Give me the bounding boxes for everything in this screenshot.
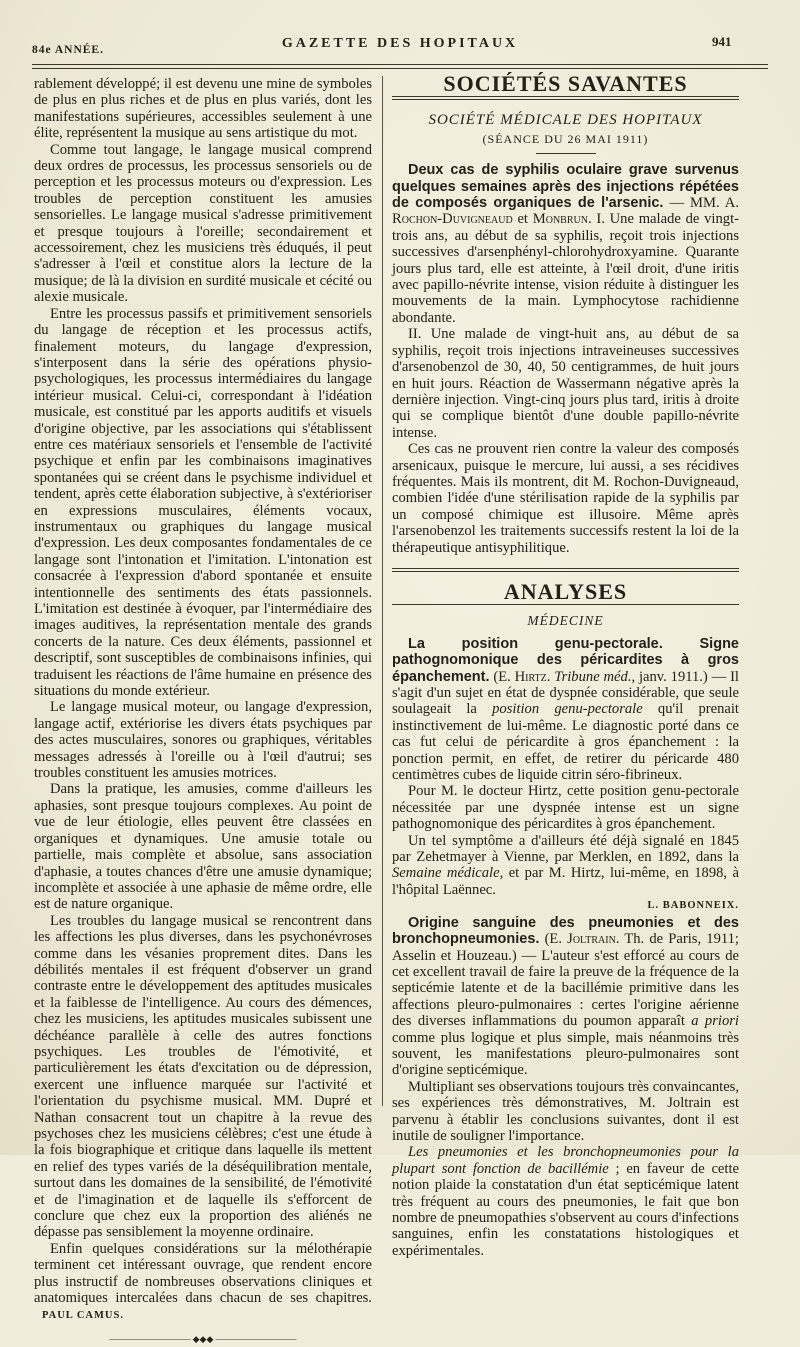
society-title: SOCIÉTÉ MÉDICALE DES HOPITAUX <box>428 112 703 129</box>
paragraph: Ces cas ne prouvent rien contre la valeur des composés arsenicaux, puisque le mercure, lui aussi, a ses récidives fréquentes. Mais ils montrent, dit M. Rochon-Duvigneaud, combien l'idée d'une stérilisation rapide de la syphilis par un composé chimique est illusoire. Même après l'arsenobenzol les traitements successifs restent la loi de la thérapeutique antisyphilitique. <box>392 441 739 556</box>
reference-prefix: (E. <box>489 668 515 685</box>
article-body: comme plus logique et plus simple, mais néanmoins très souvent, les manifestations pleuro-pulmonaires sont d'origine septicémique. <box>392 1029 739 1079</box>
term: a priori <box>691 1013 739 1030</box>
authors-connector: et <box>512 211 533 228</box>
paragraph-final <box>34 1241 372 1325</box>
paragraph: Multipliant ses observations toujours très convaincantes, ses expériences très démonstratives, M. Joltrain est parvenu à établir les conclusions suivantes, dont il est inutile de souligner l'importance. <box>392 1078 739 1144</box>
left-column <box>34 76 372 1344</box>
article-title: La position genu-pectorale. Signe pathognomonique des péricardites à gros épanchement. <box>392 635 739 685</box>
author-signature: L. BABONNEIX. <box>647 900 739 912</box>
authors-prefix: — MM. A. <box>663 195 739 212</box>
header-rule-secondary <box>32 68 768 69</box>
journal-name: Semaine médicale <box>392 865 500 882</box>
year-label: 84e ANNÉE. <box>32 44 104 56</box>
session-date: (SÉANCE DU 26 MAI 1911) <box>482 131 649 146</box>
paragraph-text: , et par M. Hirtz, lui-même, en 1898, à l'hôpital Laënnec. <box>392 865 739 898</box>
short-rule <box>536 153 596 154</box>
paragraph <box>392 833 739 899</box>
header-rule <box>32 64 768 65</box>
paragraph: Comme tout langage, le langage musical comprend deux ordres de processus, les processus sensoriels ou de perception et les processus moteurs ou d'expression. Les troubles de perception constituent les amusies sensorielles. Le langage musical s'adresse primitivement et presque toujours à l'oreille; secondairement et accessoirement, chez les musiciens très éduqués, il peut s'adresser à l'œil et constitue alors la lecture de la musique; de là la division en surdité musicale et cécité ou alexie musicale. <box>34 141 372 306</box>
article-genu-pectorale: La position genu-pectorale. Signe pathognomonique des péricardites à gros épanchement. (E. Hirtz. Tribune méd., janv. 1911.) — Il s'agit d'un sujet en état de dyspnée considérable, que seule soulageait la position genu-pectorale qu'il prenait instinctivement de lui-même. Le diagnostic porté dans ce cas fut celui de péricardite à gros épanchement : la ponction permit, en effet, de retirer du péricarde 480 centimètres cubes de liquide citrin séro-fibrineux. <box>392 635 739 784</box>
paragraph-text: Un tel symptôme a d'ailleurs été déjà signalé en 1845 par Zehetmayer à Vienne, par Merklen, en 1892, dans la <box>392 832 739 866</box>
paragraph: Les troubles du langage musical se rencontrent dans les affections les plus diverses, dans les psychonévroses comme dans les vésanies proprement dites. Dans les débilités mentales il est fréquent d'observer un grand contraste entre le développement des aptitudes musicales et la faiblesse de l'intelligence. Au cours des démences, chez les musiciens, les aptitudes musicales subissent une déchéance parallèle à celle des autres fonctions psychiques. Les troubles de l'émotivité, et particulièrement les états d'excitation ou de dépression, exercent une influence marquée sur l'activité et l'orientation du psychisme musical. MM. Dupré et Nathan consacrent tout un chapitre à la revue des psychoses chez les musiciens célèbres; c'est une étude à la fois biographique et critique dans laquelle ils mettent en relief des types variés de la déséquilibration mentale, surtout dans les domaines de la sensibilité, de l'émotivité et de l'imagination et de laquelle ils s'efforcent de conclure que chez eux la proportion des aliénés ne dépasse pas sensiblement la moyenne ordinaire. <box>34 912 372 1241</box>
paragraph <box>392 1144 739 1259</box>
section-rule <box>392 568 739 572</box>
author-name: Monbrun <box>532 211 588 228</box>
article-pneumonies <box>392 915 739 1079</box>
column-divider <box>382 76 383 1106</box>
paragraph: II. Une malade de vingt-huit ans, au début de sa syphilis, reçoit trois injections intraveineuses successives d'arsenobenzol de 30, 40, 50 centigrammes, de huit jours en huit jours. Réaction de Wassermann négative après la dernière injection. Vingt-cinq jours plus tard, iritis à droite qui se complique bientôt d'une double papillo-névrite intense. <box>392 326 739 441</box>
paragraph-text: ; en faveur de cette notion plaide la constatation d'un état septicémique latent très fréquent au cours des pneumonies, le fait que bon nombre de pneumopathies s'observent au cours d'infections sanguines, enfin les constatations histologiques et expérimentales. <box>392 1160 739 1259</box>
paragraph-text: Enfin quelques considérations sur la mélothérapie terminent cet intéressant ouvrage, que rendent encore plus instructif de nombreuses observations cliniques et anatomiques intercalées dans chacun de ses chapitres. <box>34 1240 372 1307</box>
author-name: Rochon-Duvigneaud <box>392 211 513 228</box>
paragraph: Pour M. le docteur Hirtz, cette position genu-pectorale nécessitée par une dyspnée intense est un signe pathognomonique des péricardites à gros épanchement. <box>392 783 739 833</box>
article-body: qu'il prenait instinctivement de lui-même. Le diagnostic porté dans ce cas fut celui de péricardite à gros épanchement : la ponction permit, en effet, de retirer du péricarde 480 centimètres cubes de liquide citrin séro-fibrineux. <box>392 701 739 784</box>
section-title-societes: SOCIÉTÉS SAVANTES <box>443 71 688 96</box>
page-number: 941 <box>712 34 732 49</box>
paragraph: Le langage musical moteur, ou langage d'expression, langage actif, extériorise les divers états psychiques par des actes musculaires, sonores ou graphiques, véritables messages adressés à l'oreille ou à l'œil d'autrui; ses troubles constituent les amusies motrices. <box>34 699 372 782</box>
rubric-title: MÉDECINE <box>527 613 604 629</box>
article-title: Origine sanguine des pneumonies et des bronchopneumonies. <box>392 914 739 948</box>
section-rule <box>392 96 739 100</box>
article-syphilis <box>392 162 739 326</box>
journal-name: Tribune méd. <box>554 668 632 685</box>
paragraph: rablement développé; il est devenu une mine de symboles de plus en plus riches et de plus en plus variés, dont les manifestations supérieures, accessibles seulement à une élite, représentent la musique au sens artistique du mot. <box>34 76 372 142</box>
author-signature: PAUL CAMUS. <box>42 1310 124 1322</box>
reference-prefix: (E. <box>539 931 568 948</box>
end-ornament: ————————— ◆◆◆ ————————— <box>109 1333 297 1344</box>
reference-text: , janv. 1911.) — Il s'agit d'un sujet en état de dyspnée considérable, que seule soulageait la <box>392 668 739 718</box>
section-title-analyses: ANALYSES <box>503 578 628 604</box>
paragraph: Dans la pratique, les amusies, comme d'ailleurs les aphasies, sont presque toujours complexes. Au point de vue de leur étiologie, elles peuvent être classées en organiques et dynamiques. Une amusie totale ou partielle, mais complète et absolue, sans association d'aphasie, a toutes chances d'être une amusie dynamique; incomplète et associée à une aphasie de même ordre, elle est de nature organique. <box>34 781 372 913</box>
article-title: Deux cas de syphilis oculaire grave survenus quelques semaines après des injections répétées de composés organiques de l'arsenic. <box>392 162 739 212</box>
section-rule-thin <box>392 604 739 605</box>
reference-text: . Th. de Paris, 1911; Asselin et Houzeau.) — L'auteur s'est efforcé au cours de cet excellent travail de faire la preuve de la fréquence de la septicémie latente et de la bacillémie primitive dans les affections pleuro-pulmonaires : certes l'origine aérienne des diverses inflammations du poumon apparaît <box>392 931 739 1030</box>
right-column <box>392 71 739 1259</box>
paragraph: Entre les processus passifs et primitivement sensoriels du langage de réception et les processus actifs, finalement moteurs, du langage d'expression, s'interposent dans la série des opérations physio-psychologiques, les processus intermédiaires du langage intérieur musical. Celui-ci, correspondant à l'idéation musicale, est constitué par les apports auditifs et visuels d'origine objective, par les associations qui s'établissent entre ces matériaux sensoriels et l'ensemble de l'activité psychique et enfin par les combinaisons imaginatives spontanées qui se créent dans le psychisme individuel et tendent, après cette élaboration subjective, à s'extérioriser en expressions musculaires, éléments vocaux, instrumentaux ou graphiques du langage musical d'expression. Les deux composantes fondamentales de ce langage sont l'intonation et l'imitation. L'intonation est consacrée à l'expression d'abord spontanée et ensuite intentionnelle des sentiments des états passionnels. L'imitation est destinée à évoquer, par l'intermédiaire des images auditives, la représentation mentale des grands concerts de la nature. Ces deux éléments, passionnel et descriptif, sont susceptibles de combinaisons infinies, qui traduisent les réactions de l'âme humaine en présence des situations du monde extérieur. <box>34 305 372 700</box>
term: position genu-pectorale <box>492 701 643 718</box>
masthead-title: GAZETTE DES HOPITAUX <box>281 36 519 51</box>
author-name: Hirtz <box>514 668 547 685</box>
article-body: . I. Une malade de vingt-trois ans, au début de sa syphilis, reçoit trois injections successives d'arsenphényl-chlorohydroxyamine. Quarante jours plus tard, elle est atteinte, à l'œil droit, d'une iritis avec papillo-névrite intense, vision réduite à distinguer les mouvements de la main. Lymphocytose rachidienne abondante. <box>392 211 739 326</box>
author-name: Joltrain <box>567 931 616 948</box>
emphasis-text: Les pneumonies et les bronchopneumonies pour la plupart sont fonction de bacillémie <box>392 1144 739 1177</box>
